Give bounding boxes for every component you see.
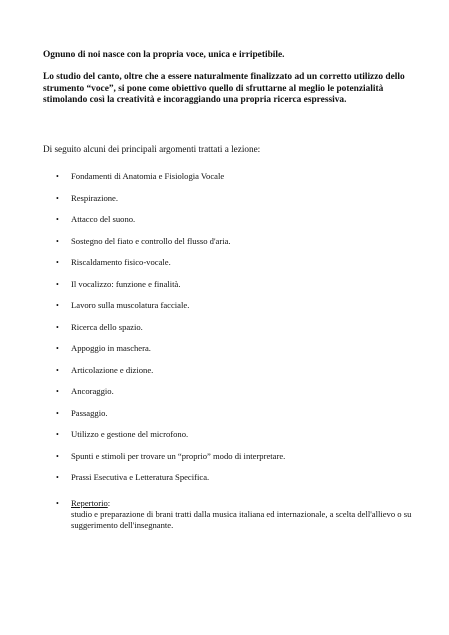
repertorio-title — [71, 498, 110, 509]
repertorio-title-text: Repertorio — [71, 498, 108, 508]
bullet-icon: • — [56, 408, 59, 418]
list-item — [43, 408, 423, 430]
list-item-text: Articolazione e dizione. — [71, 364, 154, 375]
list-item — [43, 214, 423, 236]
list-item — [43, 343, 423, 365]
list-item-text: Spunti e stimoli per trovare un “proprio” modo di interpretare. — [71, 450, 286, 461]
bullet-icon: • — [56, 387, 59, 396]
list-item-text: Il vocalizzo: funzione e finalità. — [71, 278, 181, 289]
list-item-text: Lavoro sulla muscolatura facciale. — [71, 300, 190, 310]
bullet-icon: • — [56, 473, 59, 482]
list-item-text: Attacco del suono. — [71, 214, 136, 224]
list-item-text: Prassi Esecutiva e Letteratura Specifica. — [71, 472, 210, 482]
repertorio-colon: : — [107, 498, 111, 508]
bullet-icon: • — [56, 365, 59, 375]
bullet-icon: • — [56, 301, 59, 310]
course-description: Lo studio del canto, oltre che a essere naturalmente finalizzato ad un corretto utilizzo dello strumento “voce”, si pone come obiettivo quello di sfruttarne al meglio le potenzialità stimolando così la creatività e incoraggiando una propria ricerca espressiva. — [43, 72, 405, 106]
bullet-icon: • — [56, 236, 59, 246]
list-item-text: Fondamenti di Anatomia e Fisiologia Vocale — [71, 171, 225, 181]
list-item-text: Appoggio in maschera. — [71, 343, 151, 353]
list-item — [43, 429, 423, 451]
list-item-text: Utilizzo e gestione del microfono. — [71, 429, 189, 439]
list-item — [43, 365, 423, 387]
bullet-icon: • — [56, 193, 59, 203]
bullet-icon: • — [56, 215, 59, 224]
list-item — [43, 300, 423, 322]
list-item — [43, 472, 423, 494]
topics-list — [43, 171, 423, 494]
list-item — [43, 322, 423, 344]
list-item — [43, 193, 423, 215]
list-item-text: Riscaldamento fisico-vocale. — [71, 257, 171, 267]
list-item-text: Ricerca dello spazio. — [71, 321, 143, 332]
opening-statement: Ognuno di noi nasce con la propria voce, unica e irripetibile. — [43, 50, 285, 60]
list-item — [43, 171, 423, 193]
repertorio-description: studio e preparazione di brani tratti dalla musica italiana ed internazionale, a scelta dell'allievo o su suggerimento dell'insegnante. — [71, 509, 412, 530]
list-item — [43, 236, 423, 258]
topics-intro: Di seguito alcuni dei principali argomenti trattati a lezione: — [43, 144, 261, 154]
bullet-icon: • — [56, 430, 59, 439]
bullet-icon: • — [56, 322, 59, 332]
list-item-text: Passaggio. — [71, 407, 108, 418]
list-item-text: Sostegno del fiato e controllo del flusso d'aria. — [71, 235, 231, 246]
list-item — [43, 386, 423, 408]
list-item — [43, 257, 423, 279]
list-item — [43, 279, 423, 301]
list-item — [43, 451, 423, 473]
bullet-icon: • — [56, 172, 59, 181]
bullet-icon: • — [56, 499, 59, 508]
bullet-icon: • — [56, 344, 59, 353]
bullet-icon: • — [56, 451, 59, 461]
bullet-icon: • — [56, 258, 59, 267]
list-item-text: Ancoraggio. — [71, 386, 114, 396]
bullet-icon: • — [56, 279, 59, 289]
list-item-text: Respirazione. — [71, 192, 119, 203]
